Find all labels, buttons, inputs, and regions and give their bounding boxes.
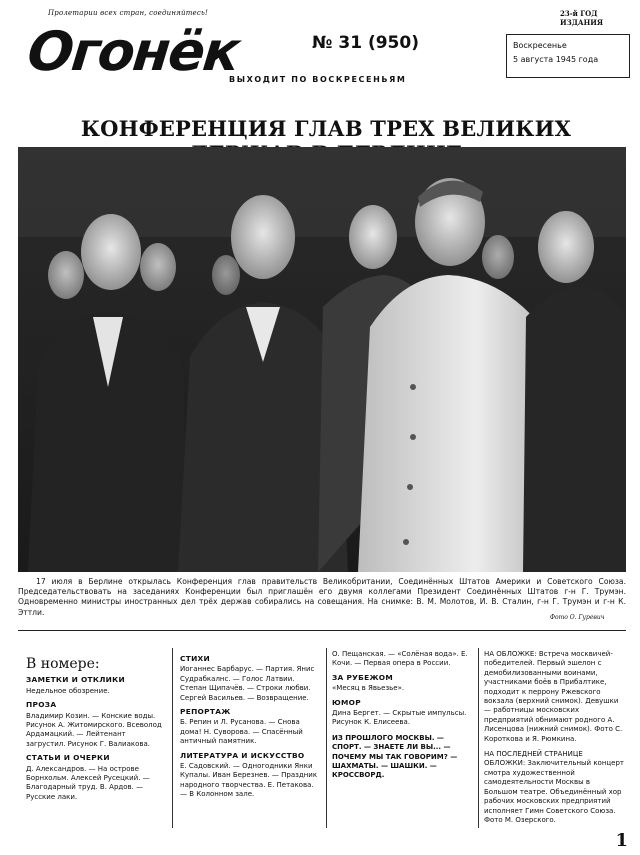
section-text: Владимир Козин. — Конские воды. Рисунок А. Житомирского. Всеволод Ардамацкий. — Лейтенант загрустил. Рисунок Г. Валиакова. — [26, 711, 162, 748]
photo-credit: Фото О. Гуревич — [550, 614, 605, 621]
publication-year: 23-й ГОД ИЗДАНИЯ — [560, 9, 603, 27]
logo-text: Огонёк — [24, 20, 242, 83]
section-heading: ЗАМЕТКИ И ОТКЛИКИ — [26, 675, 125, 685]
column-rule — [478, 648, 479, 828]
column-rule — [172, 648, 173, 828]
photo-caption: 17 июля в Берлине открылась Конференция глав правительств Великобритании, Соединённых Штатов Америки и Советского Союза. Председательствовать на заседаниях Конференции был приглашён его двумя коллегами Президент Соединённых Штатов г-н Г. Трумэн. Одновременно министры иностранных дел трёх держав собирались на совещания. На снимке: В. М. Молотов, И. В. Сталин, г-н Г. Трумэн и г-н К. Эттли. — [18, 577, 626, 617]
section-heading: ПРОЗА — [26, 700, 57, 710]
section-text: ИЗ ПРОШЛОГО МОСКВЫ. — СПОРТ. — ЗНАЕТЕ ЛИ ВЫ... — ПОЧЕМУ МЫ ТАК ГОВОРИМ? — ШАХМАТЫ. — ШАШКИ. — КРОССВОРД. — [332, 733, 458, 780]
section-text: Недельное обозрение. — [26, 686, 110, 695]
section-heading: ЮМОР — [332, 697, 361, 707]
section-text: Д. Александров. — На острове Борнхольм. Алексей Русецкий. — Благодарный труд. В. Ардов. — Русские лаки. — [26, 764, 150, 801]
contents-col-1 — [26, 656, 166, 805]
section-text: Е. Садовский. — Одногодники Янки Купалы. Иван Березнев. — Праздник народного творчества. Е. Петакова. — В Колонном зале. — [180, 762, 318, 799]
issue-number: № 31 (950) — [312, 33, 419, 53]
section-heading: РЕПОРТАЖ — [180, 707, 231, 717]
magazine-logo — [24, 18, 242, 88]
headline: КОНФЕРЕНЦИЯ ГЛАВ ТРЕХ ВЕЛИКИХ — [80, 116, 572, 141]
section-text: Б. Репин и Л. Русанова. — Снова дома! Н. Суворова. — Спасённый античный памятник. — [180, 718, 303, 746]
section-heading: ЛИТЕРАТУРА И ИСКУССТВО — [180, 750, 305, 760]
section-heading: СТИХИ — [180, 654, 211, 663]
section-text: НА ПОСЛЕДНЕЙ СТРАНИЦЕ ОБЛОЖКИ: Заключительный концерт смотра художественной самодеятельности Москвы в Большом театре. Объединённый хор рабочих московских предприятий исполняет Гимн Советского Союза. Фото М. Озерского. — [484, 750, 625, 824]
issue-date: 5 августа 1945 года — [513, 55, 599, 64]
section-heading: ЗА РУБЕЖОМ — [332, 672, 394, 682]
contents-col-3 — [332, 650, 474, 784]
section-text: НА ОБЛОЖКЕ: Встреча москвичей-победителей. Первый эшелон с демобилизованными воинами, участниками боёв в Прибалтике, подходит к перрону Ржевского вокзала (верхний снимок). Девушки — работницы московских предприятий обнимают родного А. Лисенцова (нижний снимок). Фото С. Короткова и Я. Рюмкина. — [484, 650, 623, 743]
column-rule — [326, 648, 327, 828]
section-text: О. Пещанская. — «Солёная вода». Е. Кочи. — Первая опера в России. — [332, 650, 468, 668]
section-text: Дина Бергет. — Скрытые импульсы. Рисунок К. Елисеева. — [332, 709, 467, 727]
conference-photo — [18, 147, 626, 572]
section-heading: СТАТЬИ И ОЧЕРКИ — [26, 753, 110, 763]
contents-col-4 — [484, 650, 624, 828]
section-text: Иоганнес Барбарус. — Партия. Янис Судрабкалнс. — Голос Латвии. Степан Щипачёв. — Строки любви. Сергей Васильев. — Возвращение. — [180, 665, 315, 702]
contents-col-2 — [180, 650, 322, 803]
motto: Пролетарии всех стран, соединяйтесь! — [48, 9, 209, 17]
page-number: 1 — [615, 830, 628, 851]
date-box — [506, 34, 630, 78]
section-text: «Месяц в Явьезье». — [332, 684, 405, 693]
contents-title: В номере: — [26, 656, 100, 672]
weekly-note: ВЫХОДИТ ПО ВОСКРЕСЕНЬЯМ — [229, 75, 407, 84]
divider — [18, 630, 626, 631]
weekday: Воскресенье — [513, 41, 567, 50]
